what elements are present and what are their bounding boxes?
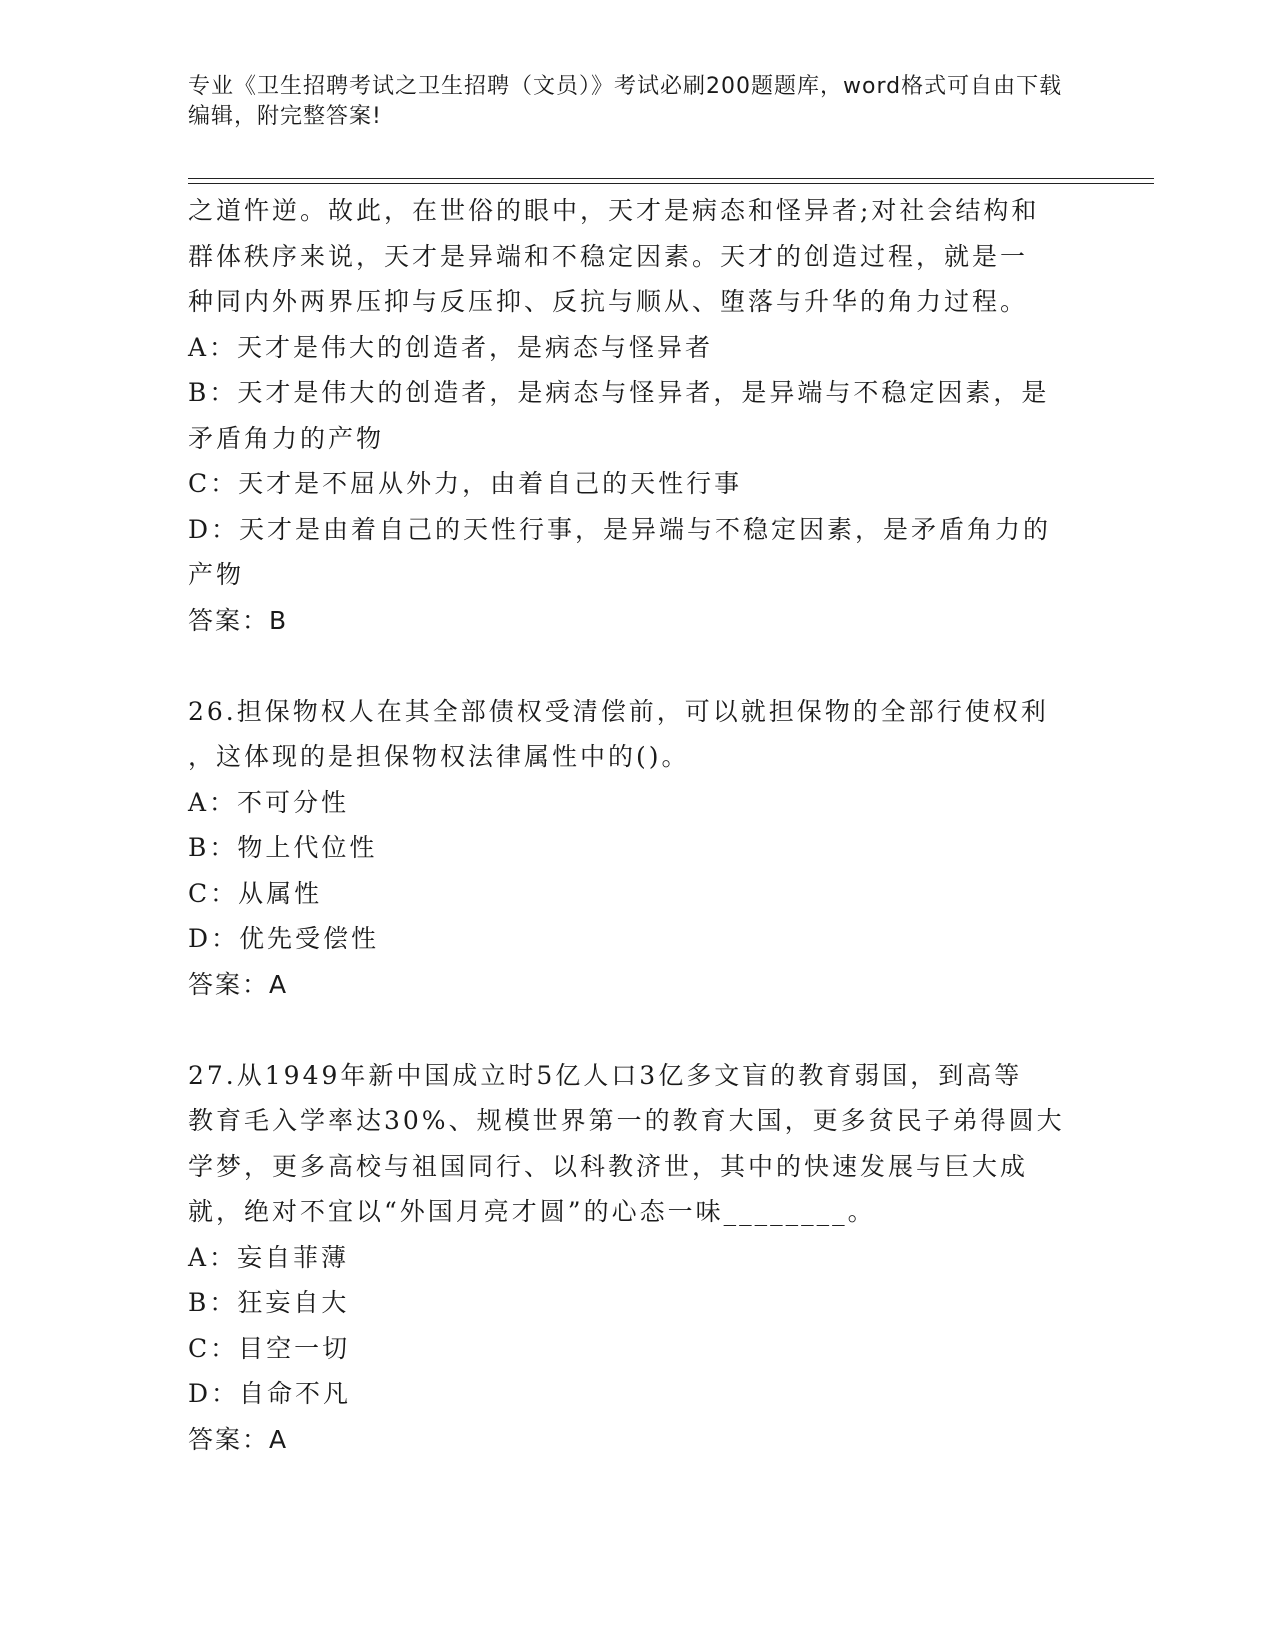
option-a: A：不可分性 [188,787,350,817]
question-stem-line: 种同内外两界压抑与反压抑、反抗与顺从、堕落与升华的角力过程。 [188,287,1029,316]
question-stem-line: 26.担保物权人在其全部债权受清偿前，可以就担保物的全部行使权利 [188,696,1049,726]
question-stem-line: 教育毛入学率达30%、规模世界第一的教育大国，更多贫民子弟得圆大 [188,1106,1065,1135]
header-divider-bottom [188,183,1154,184]
answer-label: 答案：B [188,605,289,635]
option-d-continued: 产物 [188,560,245,589]
question-spacer [188,1007,1088,1053]
question-list [188,188,1088,1462]
question-stem-line: 就，绝对不宜以“外国月亮才圆”的心态一味________。 [188,1197,876,1226]
header-title: 专业《卫生招聘考试之卫生招聘（文员）》考试必刷200题题库，word格式可自由下载编辑，附完整答案! [188,74,1063,129]
question-stem-line: 27.从1949年新中国成立时5亿人口3亿多文盲的教育弱国，到高等 [188,1060,1023,1090]
question-stem-line: 群体秩序来说，天才是异端和不稳定因素。天才的创造过程，就是一 [188,241,1029,271]
option-a: A：天才是伟大的创造者，是病态与怪异者 [188,332,714,362]
answer-label: 答案：A [188,969,289,999]
option-d: D：优先受偿性 [188,924,380,953]
option-d: D：自命不凡 [188,1379,352,1408]
question-stem-line: 之道忤逆。故此，在世俗的眼中，天才是病态和怪异者;对社会结构和 [188,196,1040,225]
option-b: B：物上代位性 [188,833,378,862]
option-c: C：天才是不屈从外力，由着自己的天性行事 [188,469,743,498]
question-spacer [188,643,1088,689]
question-block [188,1053,1088,1463]
question-block [188,689,1088,1008]
option-c: C：目空一切 [188,1333,351,1363]
answer-label: 答案：A [188,1424,289,1454]
option-c: C：从属性 [188,878,323,908]
question-block [188,188,1088,643]
option-b-continued: 矛盾角力的产物 [188,423,385,453]
question-stem-line: 学梦，更多高校与祖国同行、以科教济世，其中的快速发展与巨大成 [188,1151,1029,1181]
header-divider-top [188,178,1154,179]
option-d: D：天才是由着自己的天性行事，是异端与不稳定因素，是矛盾角力的 [188,514,1052,544]
option-a: A：妄自菲薄 [188,1242,350,1272]
option-b: B：狂妄自大 [188,1288,350,1317]
question-stem-line: ，这体现的是担保物权法律属性中的()。 [188,742,690,771]
option-b: B：天才是伟大的创造者，是病态与怪异者，是异端与不稳定因素，是 [188,378,1050,407]
document-header [188,72,1078,132]
